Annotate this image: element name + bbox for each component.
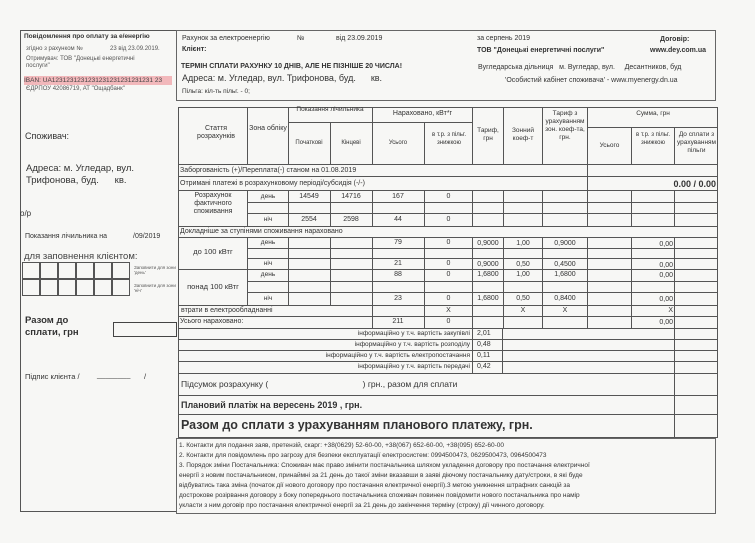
header-sum-total: Усього [599,142,620,149]
total-charged: 211 [392,318,404,325]
stub-signature-line[interactable]: ________ [97,370,131,379]
losses-x-benefit: X [446,307,451,314]
client-label: Клієнт: [182,46,207,53]
charged-total-night: 44 [394,216,402,223]
step-zone: ніч [263,295,273,302]
fill-night-note: Заповнити для зони 'ніч' [134,283,176,293]
meter-digit-night-5[interactable] [94,279,112,296]
step1-label: до 100 кВтг [193,247,233,256]
stub-total-field[interactable] [113,322,177,337]
benefit-info: Пільга: кіл-ть пільг. - 0; [182,88,250,95]
invoice-period: за серпень 2019 [477,35,531,42]
losses-x-coef: X [520,307,526,314]
client-address: Адреса: м. Угледар, вул. Трифонова, буд. кв. [182,73,383,83]
meter-start-day: 14549 [299,193,319,200]
contract-label: Договір: [660,36,690,43]
header-charged: Нараховано, кВт*г [392,110,453,117]
step-total: 79 [394,239,402,246]
step-sum-benefit: 0,00 [659,272,673,279]
step-tariff-coef: 0,8400 [554,295,576,302]
info-row-value: 0,42 [477,363,491,370]
meter-digit-day-5[interactable] [94,262,112,279]
zone-day: день [260,193,276,200]
meter-digit-day-6[interactable] [112,262,130,279]
total-sum-benefit: 0,00 [659,319,673,326]
stub-meter-reading-label: Показання лічильника на [25,233,108,240]
info-row-label: інформаційно у т.ч. вартість закупівлі [357,330,470,337]
note-3-cont: укласти з ним договір про постачання електричної енергії за 21 день до закінчення терміну (строку) дії чинного договору. [179,502,545,509]
step-benefit: 0 [446,239,451,246]
stub-total-label-2: сплати, грн [25,327,79,338]
meter-end-day: 14716 [341,193,361,200]
meter-digit-day-3[interactable] [58,262,76,279]
step-benefit: 0 [446,271,451,278]
steps-row-label: Докладніше за ступінями споживання нараховано [180,228,343,235]
header-tariff: Тариф, грн [477,127,499,142]
header-charged-benefit: в т.р. з пільг. знижкою [431,132,467,146]
header-article: Стаття розрахунків [197,125,235,140]
stub-recipient: Отримувач: ТОВ "Донецькі енергетичні [26,56,135,62]
payments-row-label: Отримані платежі в розрахунковому періоді/субсидія (-/-) [180,180,365,187]
header-sum-to-pay: До сплати з урахуванням пільги [676,131,717,154]
step-total: 23 [394,295,402,302]
step-tariff: 1,6800 [477,295,499,302]
meter-digit-night-1[interactable] [22,279,40,296]
divider [20,30,176,31]
note-2: 2. Контакти для повідомлень про загрозу для безпеки експлуатації електросистем: 0994500473, 0629500473, 0964500473 [179,452,547,459]
meter-digit-day-1[interactable] [22,262,40,279]
charged-benefit-night: 0 [446,216,451,223]
info-row-value: 2,01 [477,330,491,337]
header-meter-end: Кінцеві [341,140,361,146]
step-tariff: 0,9000 [477,240,499,247]
losses-x-tariff-coef: X [562,307,568,314]
total-row-label: Усього нараховано: [180,318,244,325]
stub-title: Повідомлення про оплату за е/енергію [24,33,150,40]
step-tariff: 0,9000 [477,261,499,268]
header-meter-start: Початкові [295,140,323,146]
losses-row-label: втрати в електрообладнанні [181,307,273,314]
step-sum-benefit: 0,00 [659,241,673,248]
note-3-cont: дострокове розірвання договору з боку попереднього постачальника споживач повинен повідомити нового постачальника про намір [179,492,580,499]
header-tariff-coef: Тариф з урахуванням зон. коеф-та, грн. [545,110,585,141]
stub-edrpou: ЄДРПОУ 42086719, АТ "Ощадбанк" [26,86,125,92]
step-zone: ніч [263,260,273,267]
company-name: ТОВ "Донецькі енергетичні послуги" [477,47,605,54]
step-zone: день [260,271,276,278]
info-row-value: 0,48 [477,341,491,348]
step-coef: 0,50 [516,295,530,302]
deadline-notice: ТЕРМІН СПЛАТИ РАХУНКУ 10 ДНІВ, АЛЕ НЕ ПІЗНІШЕ 20 ЧИСЛА! [181,63,403,70]
meter-start-night: 2554 [301,216,317,223]
personal-cabinet[interactable]: 'Особистий кабінет споживача' - www.myenergy.dn.ua [505,77,678,84]
step-benefit: 0 [446,260,451,267]
step-total: 21 [394,260,402,267]
header-sum-benefit: в т.р. з пільг. знижкою [635,132,671,146]
fill-day-note: Заповнити для зони 'день' [134,265,176,275]
meter-digit-night-2[interactable] [40,279,58,296]
stub-signature-label: Підпис клієнта / [25,372,80,381]
payments-value: 0.00 / 0.00 [673,179,716,189]
stub-address-1: Адреса: м. Угледар, вул. [26,163,135,174]
info-row-label: інформаційно у т.ч. вартість електропостачання [325,352,470,359]
stub-fill-by-client: для заповнення клієнтом: [24,251,138,262]
charged-total-day: 167 [392,193,404,200]
header-sum: Сумма, грн [636,110,670,117]
step-tariff-coef: 1,6800 [554,271,576,278]
info-row-value: 0,11 [477,352,491,359]
stub-recipient-2: послуги" [26,63,50,69]
step-tariff: 1,6800 [477,271,499,278]
actual-consumption-label: Розрахунок фактичного споживання [193,192,233,215]
subtotal-row: Підсумок розрахунку ( ) грн., разом для сплати [181,379,458,389]
debt-row-label: Заборгованість (+)/Переплата(-) станом на 01.08.2019 [180,167,357,174]
stub-iban: IBAN: UA1231231231231231231231231231 23 [24,76,172,85]
stub-account-label: о/р [20,209,32,218]
header-zone: Зона обліку [249,125,287,132]
step-coef: 0,50 [516,261,530,268]
planned-payment-row: Плановий платіж на вересень 2019 , грн. [181,400,363,410]
info-row-label: інформаційно у т.ч. вартість передачі [357,363,470,370]
meter-end-night: 2598 [343,216,359,223]
step-sum-benefit: 0,00 [659,296,673,303]
info-row-label: інформаційно у т.ч. вартість розподілу [354,341,470,348]
charged-benefit-day: 0 [446,193,451,200]
stub-meter-reading-date: /09/2019 [133,233,161,240]
invoice-title: Рахунок за електроенергію [182,35,270,42]
header-zone-coef: Зонний коеф-т [512,127,534,142]
step-tariff-coef: 0,4500 [554,261,576,268]
step-benefit: 0 [446,295,451,302]
stub-address-2: Трифонова, буд. кв. [26,175,127,186]
meter-digit-night-4[interactable] [76,279,94,296]
zone-night: ніч [263,216,273,223]
step-sum-benefit: 0,00 [659,262,673,269]
losses-x-sum: X [668,307,673,314]
meter-digit-day-4[interactable] [76,262,94,279]
invoice-date: від 23.09.2019 [336,35,383,42]
stub-total-label-1: Разом до [25,315,69,326]
step-coef: 1,00 [516,240,530,247]
note-3-cont: енергії з новим постачальником, принаймні за 21 день до такої зміни вказавши в заяві діючому постачальнику дату/строки, в які буде [179,472,583,479]
invoice-number-label: № [297,35,305,42]
total-benefit: 0 [446,318,451,325]
district-address: Вугледарська дільниця м. Вугледар, вул. Десантников, буд [478,64,682,71]
note-1: 1. Контакти для подання заяв, претензій, скарг: +38(0629) 52-60-00, +38(067) 652-60-00, +38(095) 652-60-00 [179,442,504,449]
step-total: 88 [394,271,402,278]
stub-invoice-date: 23 від 23.09.2019. [110,46,160,52]
meter-digit-day-2[interactable] [40,262,58,279]
step2-label: понад 100 кВтг [187,282,239,291]
step-zone: день [260,239,276,246]
meter-digit-night-6[interactable] [112,279,130,296]
header-charged-total: Усього [388,140,408,146]
note-3: 3. Порядок зміни Постачальника: Споживач має право змінити постачальника шляхом укладення договору про постачання електричної [179,462,590,469]
grand-total-row: Разом до сплати з урахуванням планового платежу, грн. [181,418,533,432]
step-tariff-coef: 0,9000 [554,240,576,247]
stub-invoice-ref: згідно з рахунком № [26,46,83,52]
note-3-cont: відбуватись така зміна (початок дії нового договору про постачання електричної енергії).3 метою уникнення штрафних санкцій за [179,482,571,489]
stub-consumer-label: Споживач: [25,131,70,141]
company-website[interactable]: www.dey.com.ua [650,47,707,54]
meter-digit-night-3[interactable] [58,279,76,296]
step-coef: 1,00 [516,271,530,278]
header-meter: Показання лічильника [296,106,364,113]
stub-signature-end: / [144,372,147,381]
